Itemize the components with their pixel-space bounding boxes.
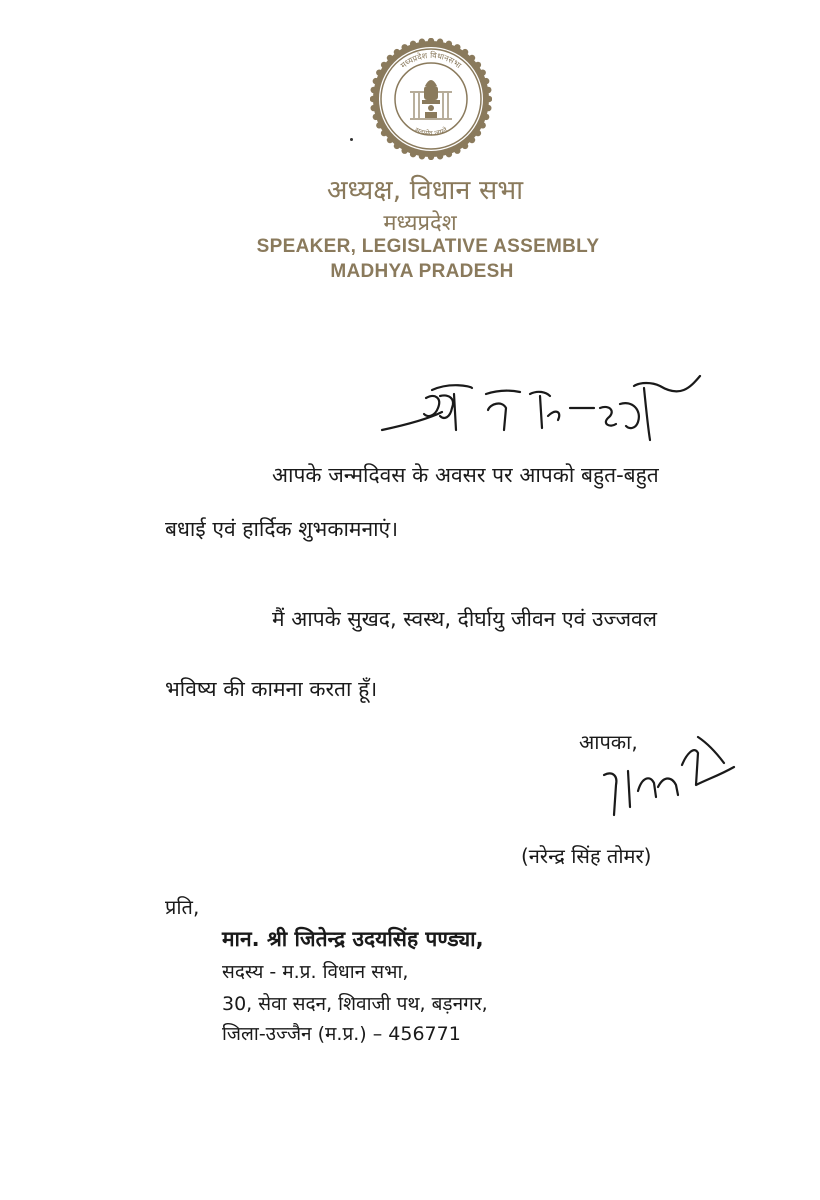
emblem-edge-tooth [394, 49, 400, 55]
emblem-edge-tooth [428, 38, 434, 44]
signer-name: (नरेन्द्र सिंह तोमर) [521, 844, 652, 868]
emblem-edge-tooth [410, 151, 416, 157]
letterhead-state-english: MADHYA PRADESH [330, 261, 514, 282]
letterhead-title-hindi: अध्यक्ष, विधान सभा [326, 175, 524, 206]
emblem-edge-tooth [387, 55, 393, 61]
emblem-edge-tooth [485, 87, 491, 93]
assembly-emblem-icon [370, 38, 492, 160]
letterhead-title-english: SPEAKER, LEGISLATIVE ASSEMBLY [256, 236, 600, 257]
emblem-edge-tooth [486, 96, 492, 102]
emblem-edge-tooth [370, 96, 376, 102]
emblem-edge-tooth [410, 41, 416, 47]
emblem-edge-tooth [446, 41, 452, 47]
emblem-edge-tooth [454, 147, 460, 153]
emblem-edge-tooth [485, 105, 491, 111]
emblem-edge-tooth [428, 154, 434, 160]
recipient-district-pin: जिला-उज्जैन (म.प्र.) – 456771 [222, 1023, 461, 1045]
handwritten-salutation [380, 368, 710, 448]
emblem-edge-tooth [401, 44, 407, 50]
emblem-edge-tooth [437, 39, 443, 45]
emblem-edge-tooth [469, 137, 475, 143]
emblem-edge-tooth [401, 147, 407, 153]
emblem-edge-tooth [376, 69, 382, 75]
emblem-edge-tooth [475, 62, 481, 68]
emblem-edge-tooth [381, 62, 387, 68]
recipient-label: प्रति, [165, 895, 200, 919]
recipient-name: मान. श्री जितेन्द्र उदयसिंह पण्ड्या, [222, 927, 484, 951]
body-para2-line2: भविष्य की कामना करता हूँ। [165, 677, 378, 701]
emblem-edge-tooth [381, 130, 387, 136]
emblem-edge-tooth [469, 55, 475, 61]
emblem-edge-tooth [462, 143, 468, 149]
emblem-edge-tooth [371, 87, 377, 93]
emblem-edge-tooth [479, 69, 485, 75]
salutation-text: श्री जितेन्द्र जी [380, 368, 386, 369]
emblem-edge-tooth [371, 105, 377, 111]
body-para1-line1: आपके जन्मदिवस के अवसर पर आपको बहुत-बहुत [272, 463, 659, 487]
emblem-edge-tooth [479, 122, 485, 128]
emblem-edge-tooth [454, 44, 460, 50]
handwritten-signature [598, 735, 738, 830]
emblem-edge-tooth [419, 153, 425, 159]
emblem-edge-tooth [437, 153, 443, 159]
emblem-edge-tooth [373, 78, 379, 84]
emblem-edge-tooth [373, 114, 379, 120]
emblem-edge-tooth [394, 143, 400, 149]
emblem-edge-tooth [475, 130, 481, 136]
emblem-edge-tooth [483, 114, 489, 120]
emblem-edge-tooth [483, 78, 489, 84]
closing-text: आपका, [579, 730, 638, 754]
emblem-edge-tooth [387, 137, 393, 143]
body-para1-line2: बधाई एवं हार्दिक शुभकामनाएं। [165, 517, 399, 541]
emblem-edge-tooth [376, 122, 382, 128]
recipient-address-line: 30, सेवा सदन, शिवाजी पथ, बड़नगर, [222, 993, 488, 1015]
emblem-edge-tooth [419, 39, 425, 45]
emblem-edge-tooth [462, 49, 468, 55]
emblem-edge-tooth [446, 151, 452, 157]
emblem-motto: सत्यमेव जयते [413, 126, 449, 138]
emblem-text-top: मध्यप्रदेश विधानसभा [399, 50, 463, 71]
paper-speck [350, 138, 353, 141]
body-para2-line1: मैं आपके सुखद, स्वस्थ, दीर्घायु जीवन एवं उज्जवल [272, 607, 657, 631]
recipient-designation: सदस्य - म.प्र. विधान सभा, [222, 961, 409, 983]
letterhead-state-hindi: मध्यप्रदेश [383, 211, 457, 236]
